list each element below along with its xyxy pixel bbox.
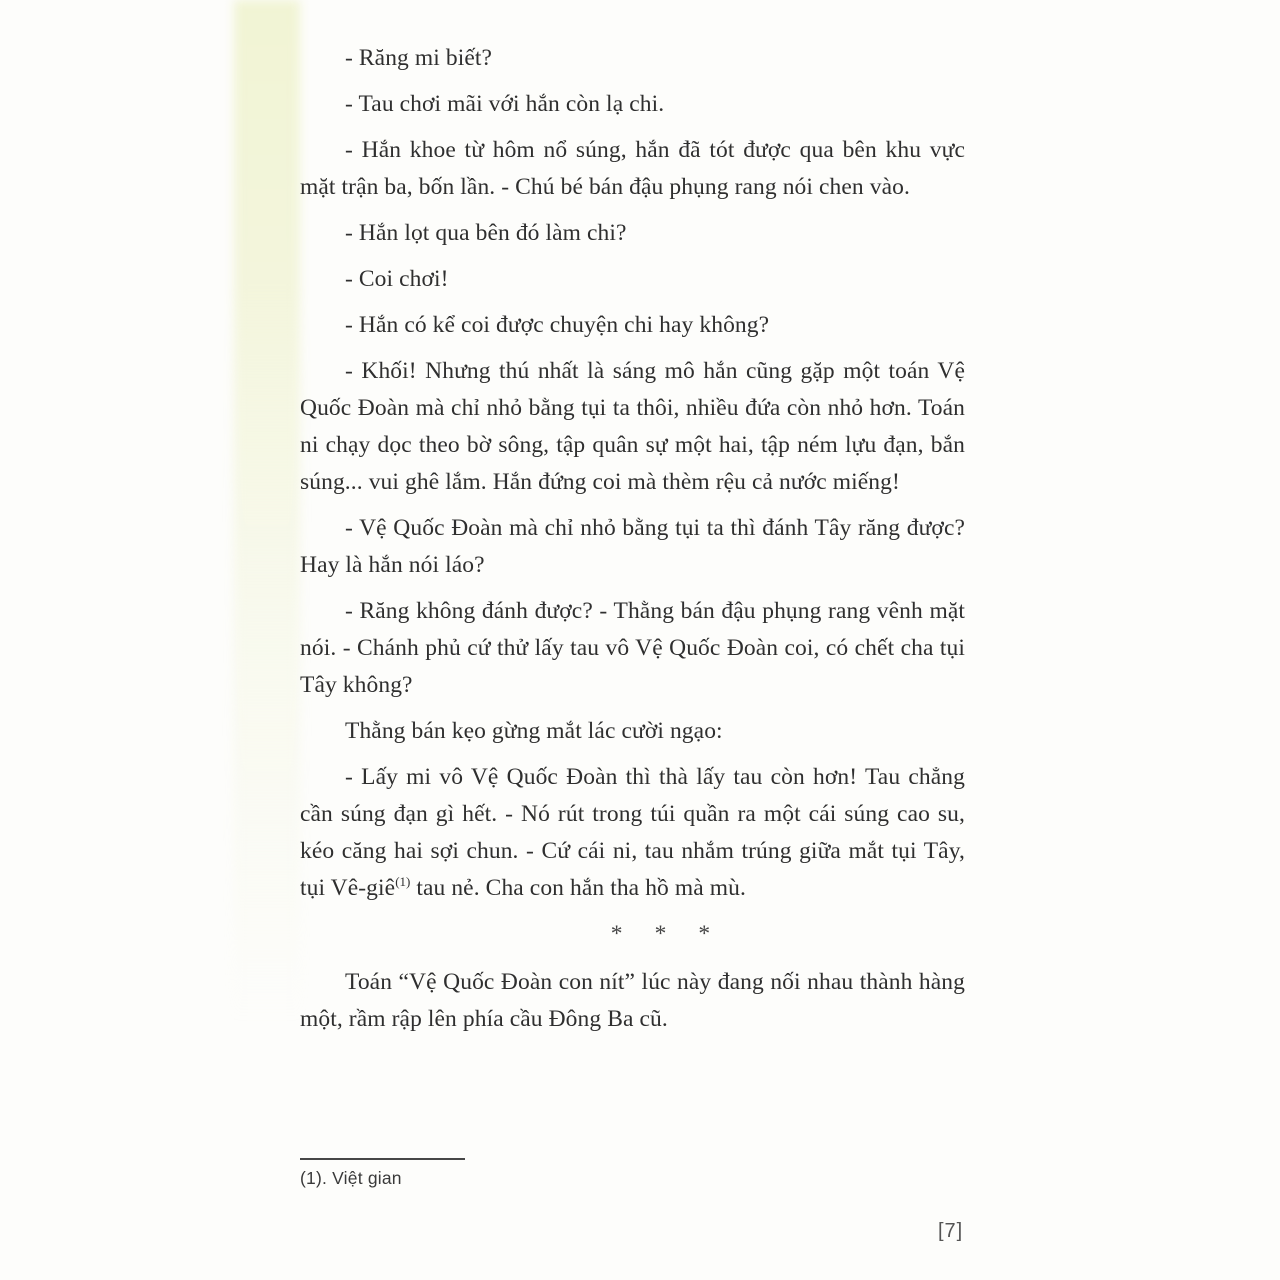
dialogue-line: - Tau chơi mãi với hắn còn lạ chi. bbox=[345, 91, 665, 117]
footnote-marker-superscript: (1) bbox=[395, 874, 411, 890]
paragraph-text: tau nẻ. Cha con hắn tha hồ mà mù. bbox=[410, 875, 746, 901]
narration-paragraph: Thằng bán kẹo gừng mắt lác cười ngạo: bbox=[345, 718, 723, 744]
section-separator-stars: * * * bbox=[610, 921, 711, 947]
footnote-block bbox=[300, 1158, 965, 1189]
dialogue-line: - Coi chơi! bbox=[345, 266, 449, 292]
page-edge-shading bbox=[234, 0, 300, 1020]
narration-paragraph: Toán “Vệ Quốc Đoàn con nít” lúc này đang nối nhau thành hàng một, rầm rập lên phía cầu Đông Ba cũ. bbox=[300, 969, 965, 1032]
dialogue-line: - Hắn lọt qua bên đó làm chi? bbox=[345, 220, 627, 246]
dialogue-paragraph-with-footnote bbox=[300, 759, 965, 907]
dialogue-line: - Hắn có kể coi được chuyện chi hay không? bbox=[345, 312, 770, 338]
dialogue-paragraph: - Răng không đánh được? - Thằng bán đậu phụng rang vênh mặt nói. - Chánh phủ cứ thử lấy tau vô Vệ Quốc Đoàn coi, có chết cha tụi Tây không? bbox=[300, 598, 965, 698]
page-number: [7] bbox=[938, 1220, 964, 1242]
footnote-text: (1). Việt gian bbox=[300, 1168, 402, 1188]
dialogue-paragraph: - Khối! Nhưng thú nhất là sáng mô hắn cũng gặp một toán Vệ Quốc Đoàn mà chỉ nhỏ bằng tụi ta thôi, nhiều đứa còn nhỏ hơn. Toán ni chạy dọc theo bờ sông, tập quân sự một hai, tập ném lựu đạn, bắn súng... vui ghê lắm. Hắn đứng coi mà thèm rệu cả nước miếng! bbox=[300, 358, 965, 495]
dialogue-line: - Răng mi biết? bbox=[345, 45, 493, 71]
paragraph-text: - Lấy mi vô Vệ Quốc Đoàn thì thà lấy tau còn hơn! Tau chẳng cần súng đạn gì hết. - Nó rút trong túi quần ra một cái súng cao su, kéo căng hai sợi chun. - Cứ cái ni, tau nhắm trúng giữa mắt tụi Tây, tụi Vê-giê bbox=[300, 764, 965, 901]
dialogue-paragraph: - Hắn khoe từ hôm nổ súng, hắn đã tót được qua bên khu vực mặt trận ba, bốn lần. - Chú bé bán đậu phụng rang nói chen vào. bbox=[300, 137, 965, 200]
footnote-divider-rule bbox=[300, 1158, 465, 1160]
body-text-column bbox=[300, 40, 965, 1047]
dialogue-paragraph: - Vệ Quốc Đoàn mà chỉ nhỏ bằng tụi ta thì đánh Tây răng được? Hay là hắn nói láo? bbox=[300, 515, 965, 578]
